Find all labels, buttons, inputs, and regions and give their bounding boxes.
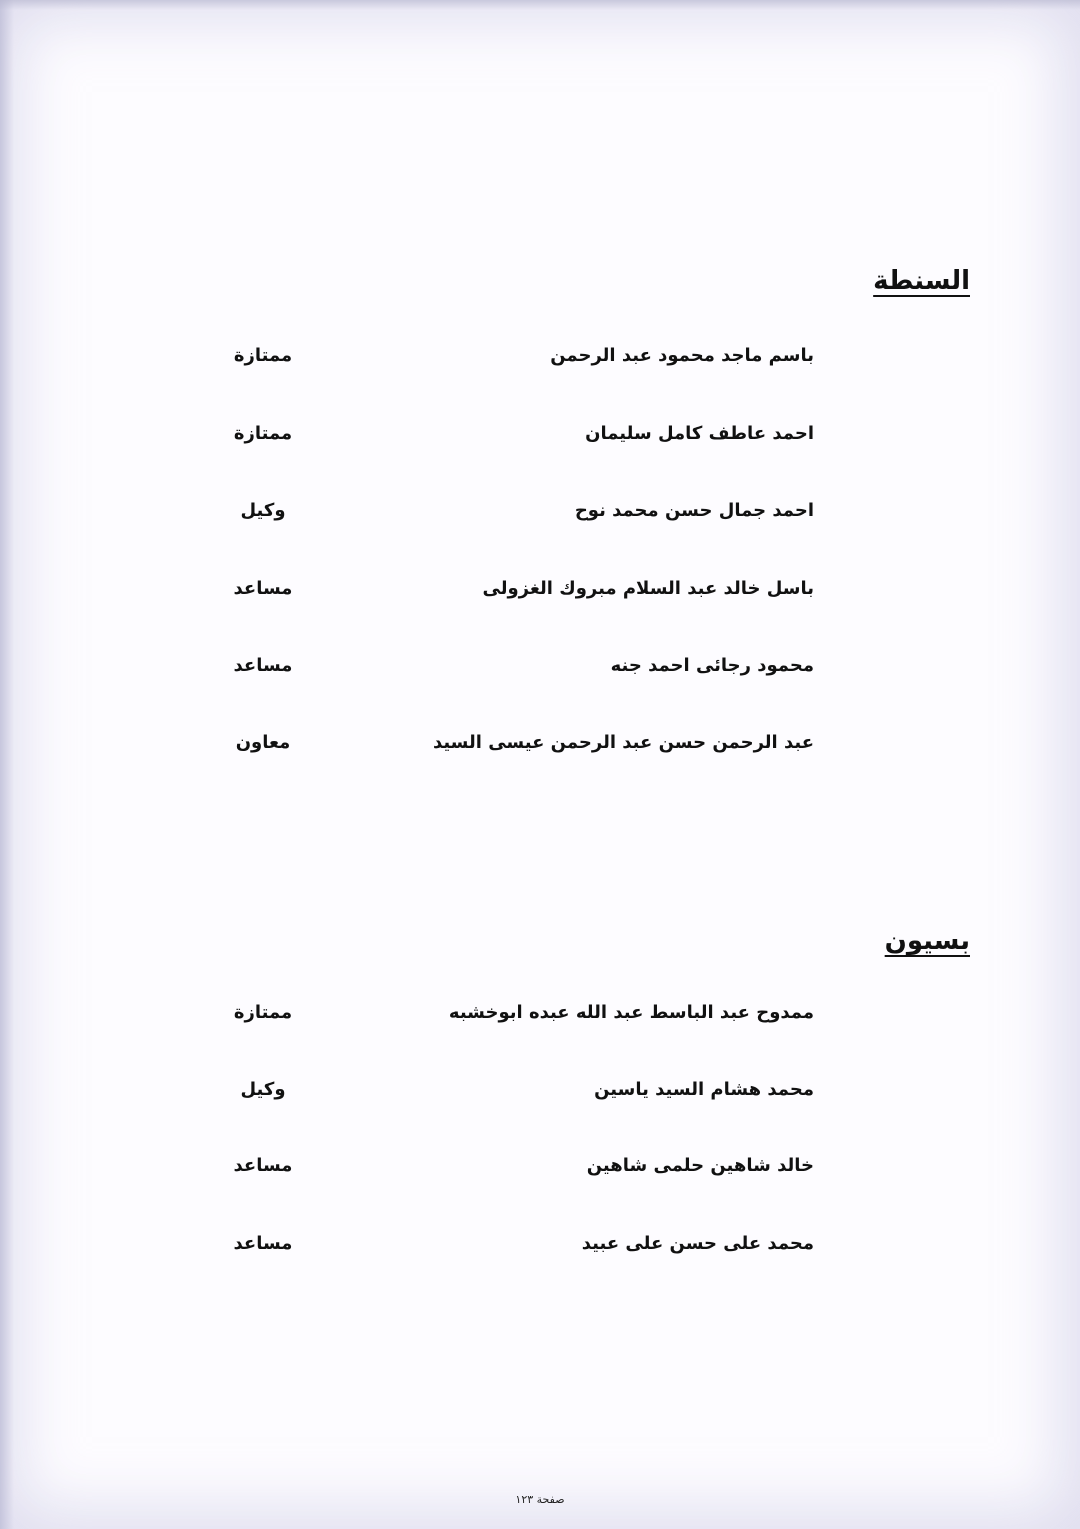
- list-item: [0, 1155, 1080, 1185]
- employee-name: محمود رجائى احمد جنه: [610, 655, 814, 676]
- employee-name: باسم ماجد محمود عبد الرحمن: [550, 345, 814, 366]
- section-heading: بسيون: [884, 926, 970, 956]
- employee-name: ممدوح عبد الباسط عبد الله عبده ابوخشبه: [448, 1002, 814, 1023]
- employee-rank: ممتازة: [233, 345, 293, 366]
- employee-rank: مساعد: [233, 1155, 293, 1176]
- employee-rank: مساعد: [233, 655, 293, 676]
- list-item: [0, 1079, 1080, 1109]
- employee-name: محمد هشام السيد ياسين: [594, 1079, 814, 1100]
- list-item: [0, 732, 1080, 762]
- employee-rank: وكيل: [240, 500, 286, 521]
- employee-name: باسل خالد عبد السلام مبروك الغزولى: [482, 578, 814, 599]
- scan-edge-left: [0, 0, 14, 1529]
- page-number: صفحة ١٢٣: [515, 1493, 565, 1506]
- employee-name: محمد على حسن على عبيد: [581, 1233, 814, 1254]
- list-item: [0, 345, 1080, 375]
- employee-rank: معاون: [235, 732, 291, 753]
- list-item: [0, 1233, 1080, 1263]
- scan-edge-top: [0, 0, 1080, 10]
- employee-name: عبد الرحمن حسن عبد الرحمن عيسى السيد: [432, 732, 814, 753]
- employee-rank: مساعد: [233, 578, 293, 599]
- list-item: [0, 500, 1080, 530]
- employee-rank: مساعد: [233, 1233, 293, 1254]
- employee-name: احمد جمال حسن محمد نوح: [574, 500, 814, 521]
- list-item: [0, 655, 1080, 685]
- employee-rank: وكيل: [240, 1079, 286, 1100]
- employee-name: خالد شاهين حلمى شاهين: [586, 1155, 814, 1176]
- employee-rank: ممتازة: [233, 1002, 293, 1023]
- section-heading: السنطة: [873, 266, 970, 296]
- employee-name: احمد عاطف كامل سليمان: [585, 423, 814, 444]
- list-item: [0, 423, 1080, 453]
- list-item: [0, 578, 1080, 608]
- list-item: [0, 1002, 1080, 1032]
- employee-rank: ممتازة: [233, 423, 293, 444]
